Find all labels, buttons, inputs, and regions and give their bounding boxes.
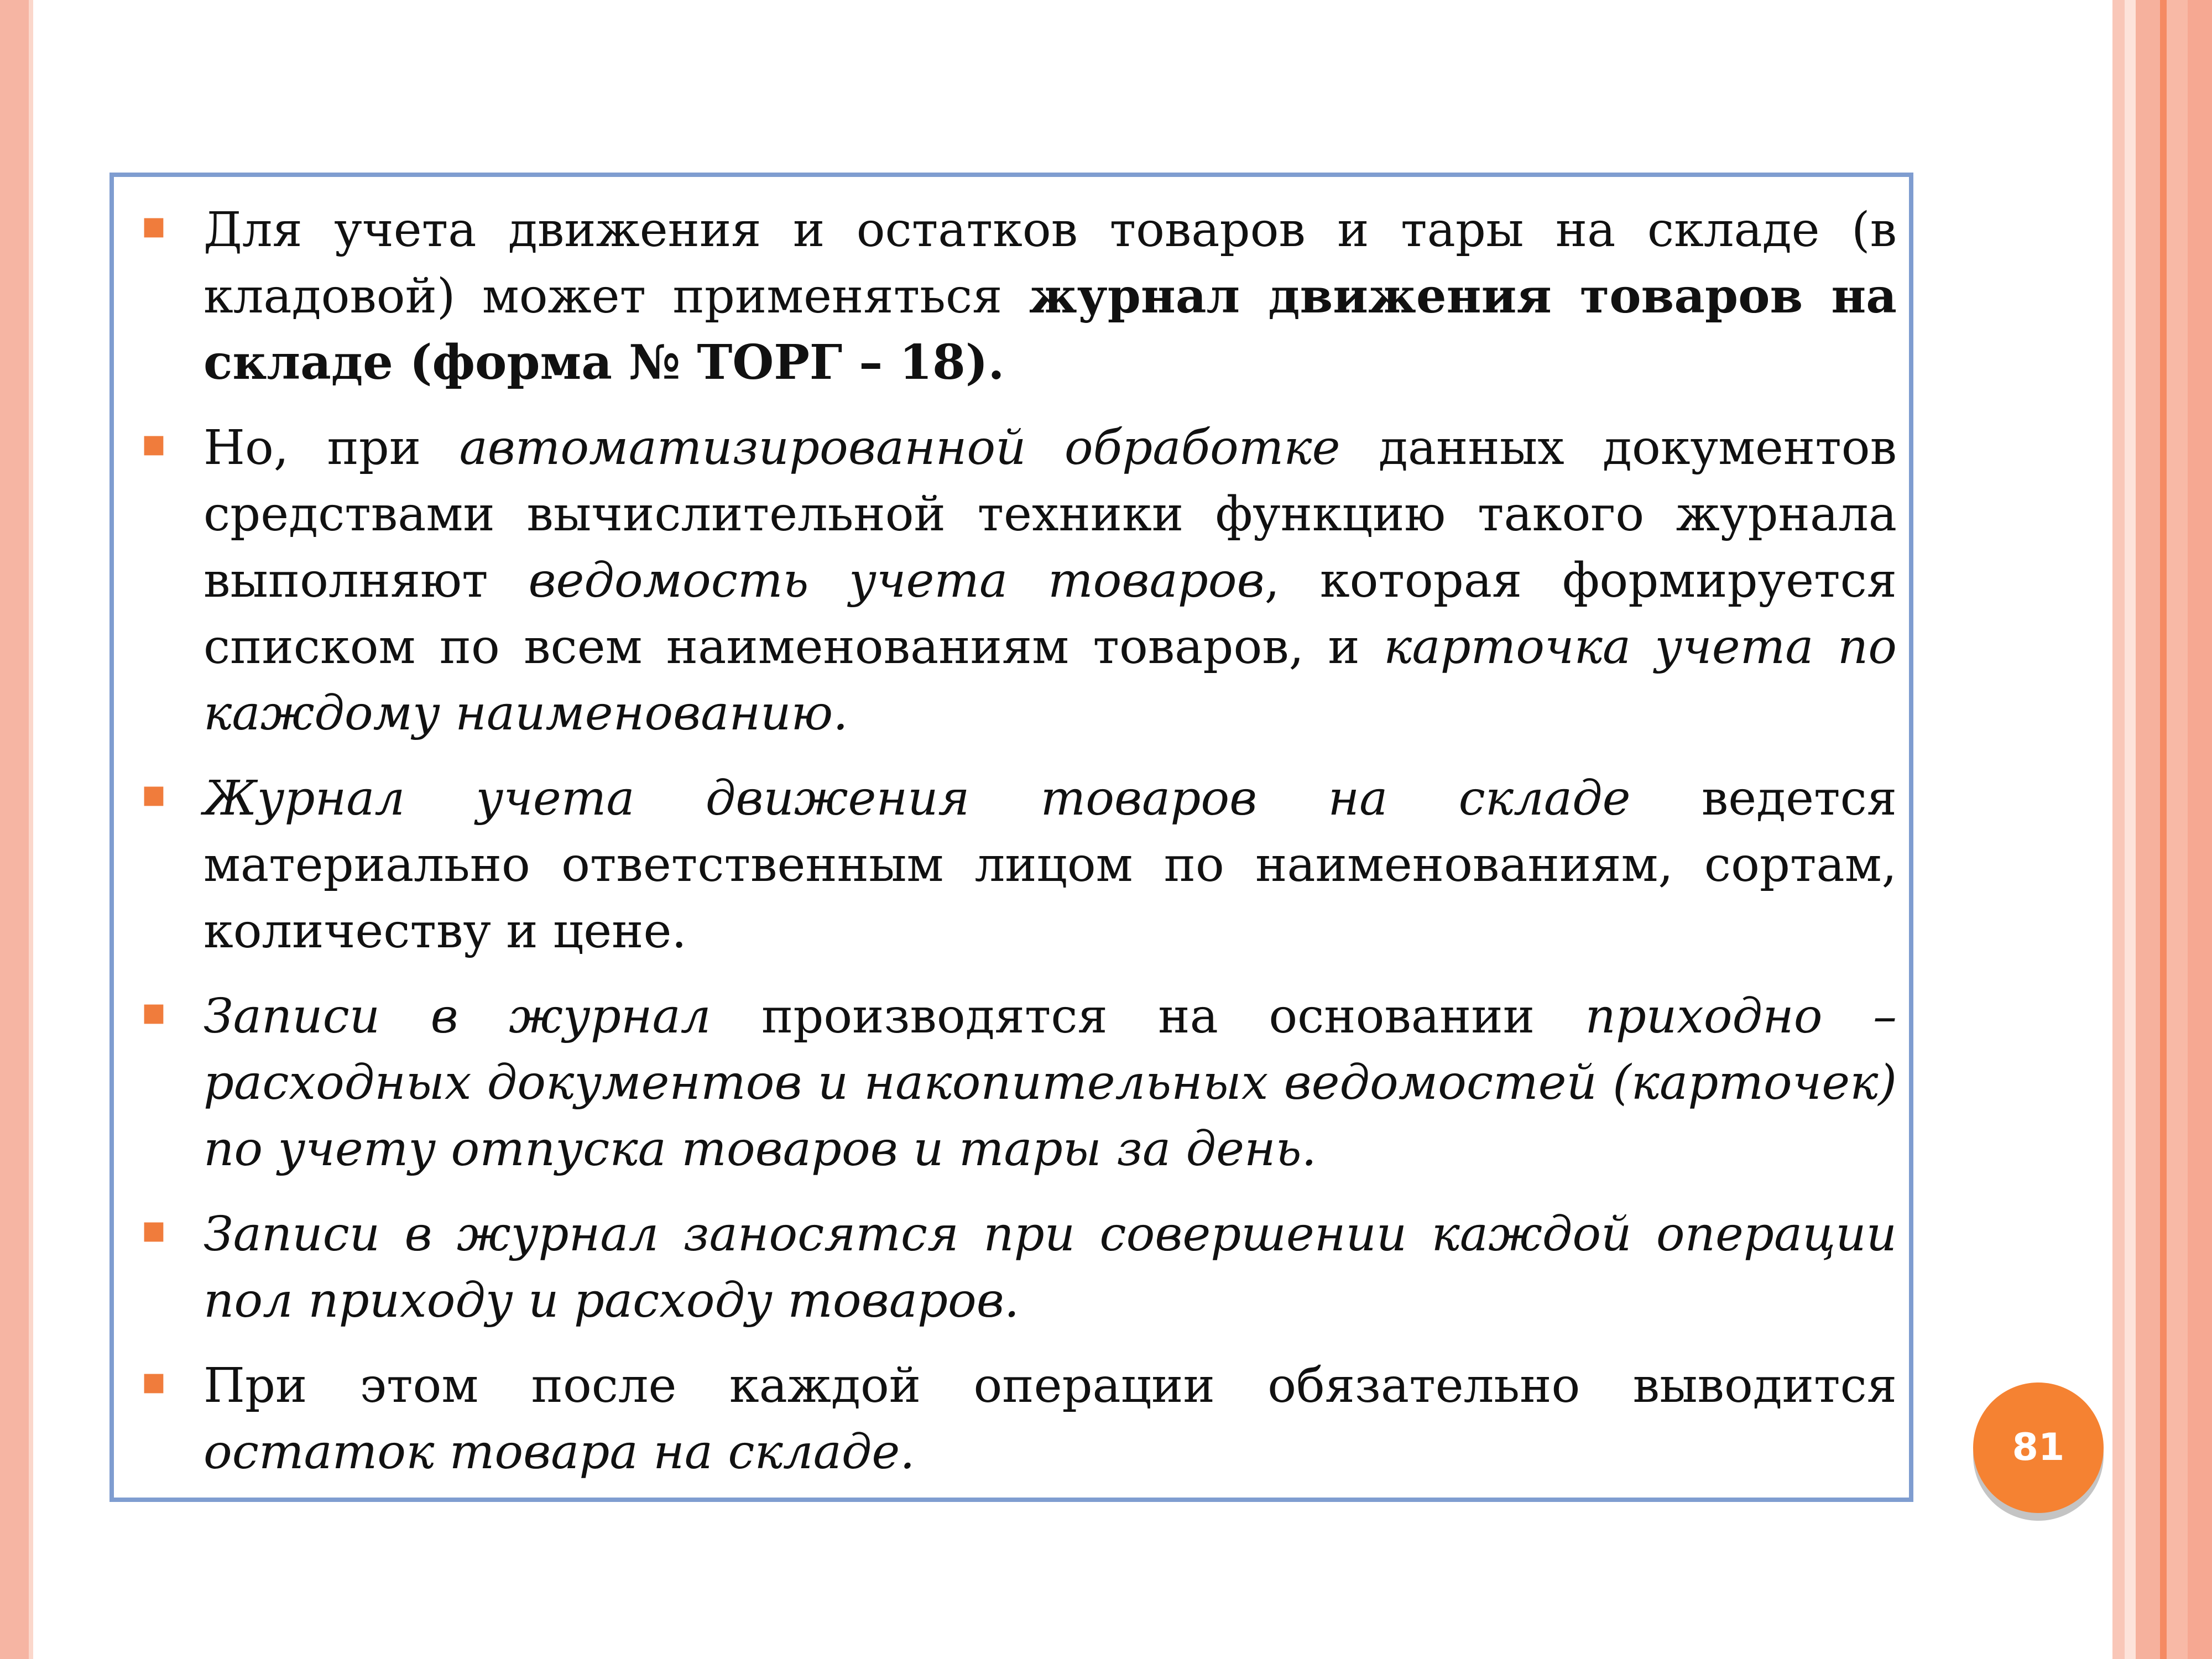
bullet-marker-icon: ▪ bbox=[140, 988, 167, 1034]
bullet-2-text-2: данных документов средствами вычислительной техники функцию такого журнала выполняют bbox=[204, 420, 1897, 608]
right-decorative-stripe-2 bbox=[2125, 0, 2136, 1659]
left-decorative-stripe bbox=[0, 0, 29, 1659]
bullet-4-italic-2: приходно – расходных документов и накопительных ведомостей (карточек) по учету отпуска товаров и тары за день. bbox=[204, 989, 1897, 1177]
bullet-3-text: ведется материально ответственным лицом по наименованиям, сортам, количеству и цене. bbox=[204, 771, 1897, 959]
bullet-2-italic-3: карточка учета по каждому наименованию. bbox=[204, 619, 1897, 741]
bullet-item-3 bbox=[140, 765, 1897, 964]
bullet-item-4 bbox=[140, 983, 1897, 1182]
bullet-item-1 bbox=[140, 197, 1897, 396]
bullet-item-2 bbox=[140, 415, 1897, 747]
bullet-5-italic: Записи в журнал заносятся при совершении каждой операции пол приходу и расходу товаров. bbox=[204, 1207, 1897, 1328]
bullet-marker-icon: ▪ bbox=[140, 420, 167, 465]
right-decorative-stripe-4 bbox=[2160, 0, 2167, 1659]
right-decorative-stripe-5 bbox=[2167, 0, 2188, 1659]
bullet-item-5 bbox=[140, 1201, 1897, 1334]
right-decorative-stripe-6 bbox=[2188, 0, 2212, 1659]
bullet-list bbox=[140, 197, 1897, 1504]
right-decorative-stripe-1 bbox=[2112, 0, 2125, 1659]
bullet-4-text: производятся на основании bbox=[711, 989, 1585, 1044]
bullet-1-bold-text: журнал движения товаров на складе (форма № ТОРГ – 18). bbox=[204, 268, 1897, 390]
page-number-badge: 81 bbox=[1973, 1383, 2104, 1513]
bullet-4-italic-1: Записи в журнал bbox=[204, 989, 711, 1044]
slide-content-box bbox=[109, 173, 1913, 1502]
bullet-2-italic-1: автоматизированной обработке bbox=[459, 420, 1340, 476]
bullet-2-text-3: , которая формируется списком по всем наименованиям товаров, и bbox=[204, 553, 1897, 675]
bullet-6-text: При этом после каждой операции обязательно выводится bbox=[204, 1358, 1897, 1413]
bullet-2-italic-2: ведомость учета товаров bbox=[528, 553, 1265, 608]
bullet-1-text: Для учета движения и остатков товаров и тары на складе (в кладовой) может применяться bbox=[204, 202, 1897, 324]
left-decorative-stripe-inner bbox=[29, 0, 33, 1659]
bullet-2-text-1: Но, при bbox=[204, 420, 460, 476]
bullet-marker-icon: ▪ bbox=[140, 1358, 167, 1403]
bullet-3-italic: Журнал учета движения товаров на складе bbox=[204, 771, 1631, 826]
bullet-marker-icon: ▪ bbox=[140, 1206, 167, 1251]
bullet-6-italic: остаток товара на складе. bbox=[204, 1425, 915, 1480]
bullet-item-6 bbox=[140, 1353, 1897, 1485]
bullet-marker-icon: ▪ bbox=[140, 770, 167, 816]
right-decorative-stripe-3 bbox=[2136, 0, 2160, 1659]
bullet-marker-icon: ▪ bbox=[140, 202, 167, 247]
